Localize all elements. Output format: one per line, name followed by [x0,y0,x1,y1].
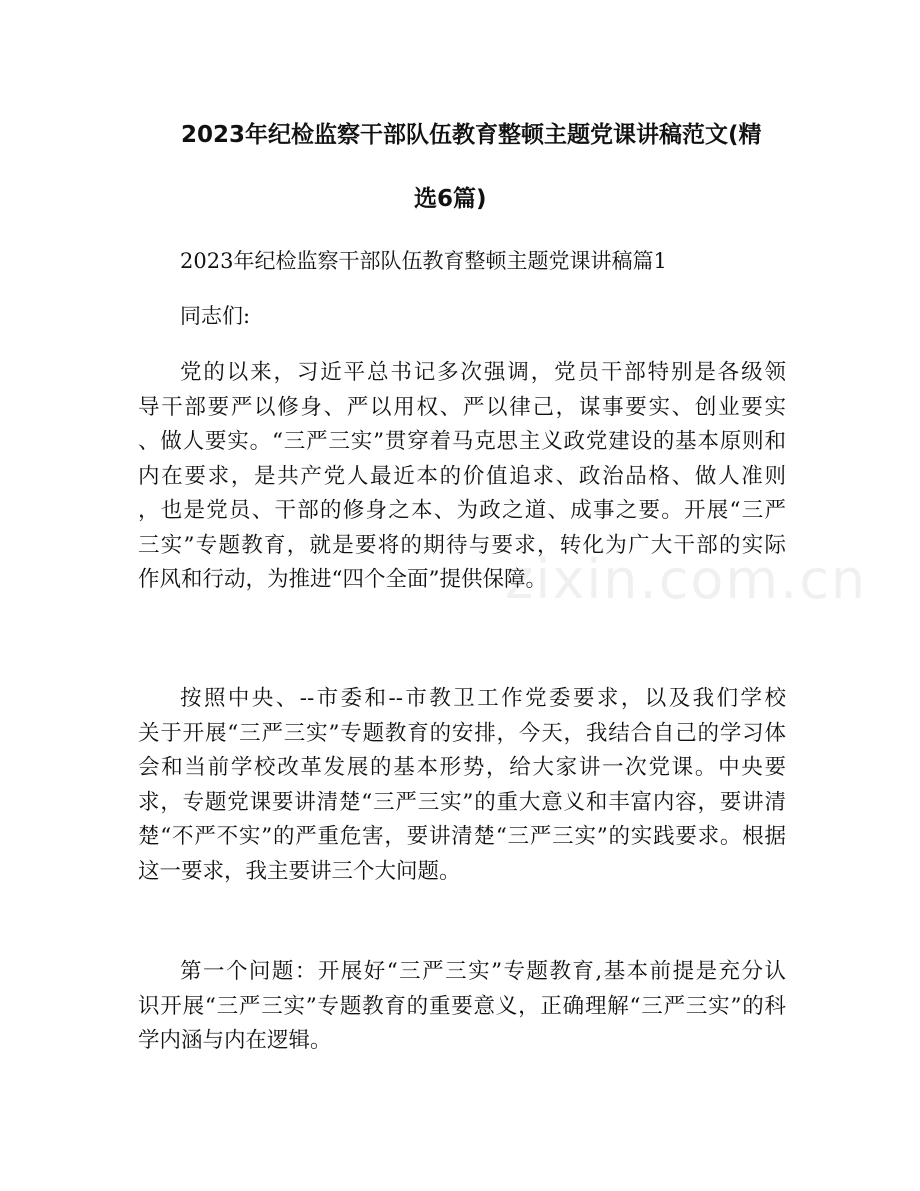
paragraph-line: 第一个问题：开展好“三严三实”专题教育,基本前提是充分认 [180,959,786,984]
paragraph-3 [138,955,786,1059]
paragraph-line: 、做人要实。“三严三实”贯穿着马克思主义政党建设的基本原则和 [138,429,786,454]
paragraph-line: 楚“不严不实”的严重危害，要讲清楚“三严三实”的实践要求。根据 [138,824,786,849]
paragraph-line: 求，专题党课要讲清楚“三严三实”的重大意义和丰富内容，要讲清 [138,789,786,815]
document-title-line-2: 选6篇) [414,186,487,212]
paragraph-line: 识开展“三严三实”专题教育的重要意义，正确理解“三严三实”的科 [138,993,786,1019]
paragraph-line: 会和当前学校改革发展的基本形势，给大家讲一次党课。中央要 [138,755,786,780]
paragraph-line: 关于开展“三严三实”专题教育的安排，今天，我结合自己的学习体 [138,720,786,746]
paragraph-line: 导干部要严以修身、严以用权、严以律己，谋事要实、创业要实 [138,394,786,420]
paragraph-line: 按照中央、--市委和--市教卫工作党委要求，以及我们学校 [180,686,786,711]
greeting: 同志们: [180,304,251,328]
document-title-line-1: 2023年纪检监察干部队伍教育整顿主题党课讲稿范文(精 [181,122,762,148]
paragraph-line: 学内涵与内在逻辑。 [138,1028,332,1053]
paragraph-line: 作风和行动，为推进“四个全面”提供保障。 [138,567,547,592]
watermark: zixin.com.cn [505,548,868,611]
paragraph-line: 党的以来，习近平总书记多次强调，党员干部特别是各级领 [180,360,786,385]
paragraph-line: 这一要求，我主要讲三个大问题。 [138,858,461,884]
paragraph-line: 三实”专题教育，就是要将的期待与要求，转化为广大干部的实际 [138,532,786,558]
section-heading: 2023年纪检监察干部队伍教育整顿主题党课讲稿篇1 [180,249,667,273]
paragraph-2 [138,682,786,889]
paragraph-line: ，也是党员、干部的修身之本、为政之道、成事之要。开展“三严 [138,498,786,523]
paragraph-1 [138,356,786,598]
paragraph-line: 内在要求，是共产党人最近本的价值追求、政治品格、做人准则 [138,463,786,489]
